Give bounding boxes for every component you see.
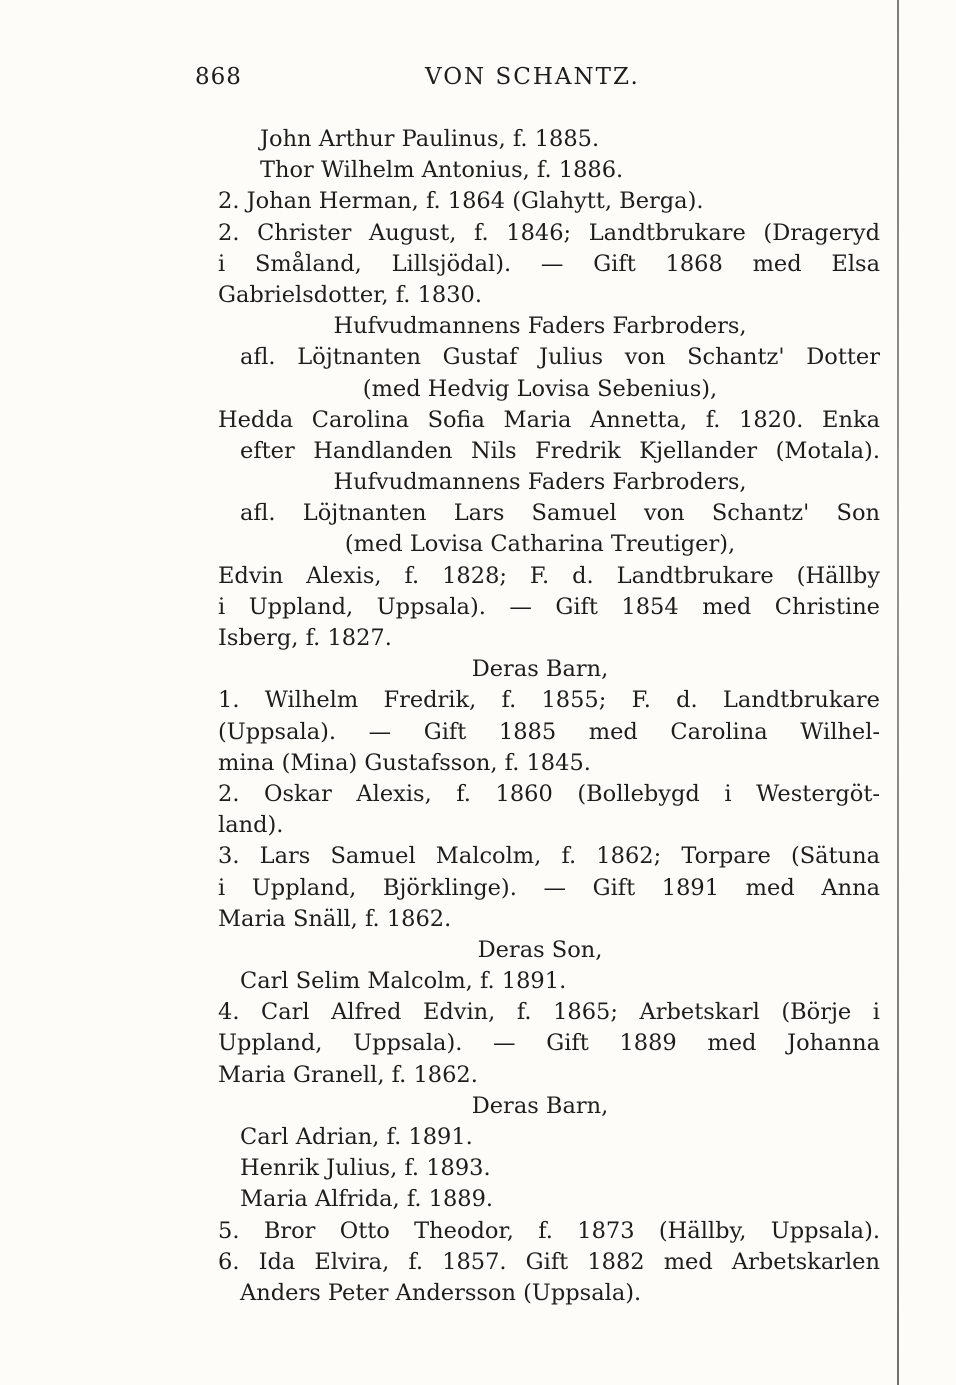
text-line: 2. Oskar Alexis, f. 1860 (Bollebygd i Westergöt- — [218, 780, 880, 807]
text-line: 1. Wilhelm Fredrik, f. 1855; F. d. Landtbrukare — [218, 687, 880, 714]
text-line: i Uppland, Uppsala). — Gift 1854 med Christine — [218, 593, 880, 620]
page-number: 868 — [195, 64, 242, 90]
text-line: i Uppland, Björklinge). — Gift 1891 med Anna — [218, 874, 880, 901]
text-line: 6. Ida Elvira, f. 1857. Gift 1882 med Arbetskarlen — [218, 1248, 880, 1275]
text-line: 2. Johan Herman, f. 1864 (Glahytt, Berga). — [218, 188, 704, 215]
text-line: Isberg, f. 1827. — [218, 625, 392, 651]
section-heading: Hufvudmannens Faders Farbroders, — [333, 469, 747, 496]
text-line: 2. Christer August, f. 1846; Landtbrukare (Drageryd — [218, 219, 880, 246]
text-line: Maria Alfrida, f. 1889. — [240, 1186, 494, 1213]
text-line: Thor Wilhelm Antonius, f. 1886. — [260, 157, 624, 184]
text-line: 4. Carl Alfred Edvin, f. 1865; Arbetskarl (Börje i — [218, 999, 880, 1026]
text-line: Hedda Carolina Sofia Maria Annetta, f. 1820. Enka — [218, 406, 880, 433]
text-line: mina (Mina) Gustafsson, f. 1845. — [218, 749, 591, 776]
text-line: land). — [218, 812, 284, 839]
text-line: Maria Snäll, f. 1862. — [218, 905, 452, 932]
text-line: efter Handlanden Nils Fredrik Kjellander (Motala). — [240, 437, 880, 464]
text-line: afl. Löjtnanten Gustaf Julius von Schantz' Dotter — [240, 344, 880, 371]
text-line: Carl Selim Malcolm, f. 1891. — [240, 968, 567, 995]
text-line: Uppland, Uppsala). — Gift 1889 med Johanna — [218, 1030, 880, 1057]
text-line: Edvin Alexis, f. 1828; F. d. Landtbrukare (Hällby — [218, 562, 880, 589]
text-line: Gabrielsdotter, f. 1830. — [218, 281, 482, 308]
text-line: Carl Adrian, f. 1891. — [240, 1124, 473, 1150]
text-line: (med Lovisa Catharina Treutiger), — [344, 531, 736, 558]
text-line: Maria Granell, f. 1862. — [218, 1061, 478, 1088]
page-edge-shadow — [897, 0, 899, 1385]
text-line: Anders Peter Andersson (Uppsala). — [240, 1279, 642, 1306]
text-line: 5. Bror Otto Theodor, f. 1873 (Hällby, Uppsala). — [218, 1217, 880, 1244]
text-line: (med Hedvig Lovisa Sebenius), — [362, 375, 718, 402]
text-line: Henrik Julius, f. 1893. — [240, 1155, 491, 1182]
section-heading: Deras Barn, — [471, 1092, 609, 1119]
running-title: VON SCHANTZ. — [425, 64, 640, 90]
text-line: i Småland, Lillsjödal). — Gift 1868 med Elsa — [218, 250, 880, 277]
page-body — [200, 124, 880, 1309]
text-line: (Uppsala). — Gift 1885 med Carolina Wilhel- — [218, 718, 880, 745]
text-line: afl. Löjtnanten Lars Samuel von Schantz' Son — [240, 500, 880, 527]
text-line: John Arthur Paulinus, f. 1885. — [260, 126, 600, 152]
section-heading: Hufvudmannens Faders Farbroders, — [333, 313, 747, 340]
section-heading: Deras Barn, — [471, 656, 609, 683]
section-heading: Deras Son, — [477, 936, 603, 963]
text-line: 3. Lars Samuel Malcolm, f. 1862; Torpare (Sätuna — [218, 843, 880, 870]
